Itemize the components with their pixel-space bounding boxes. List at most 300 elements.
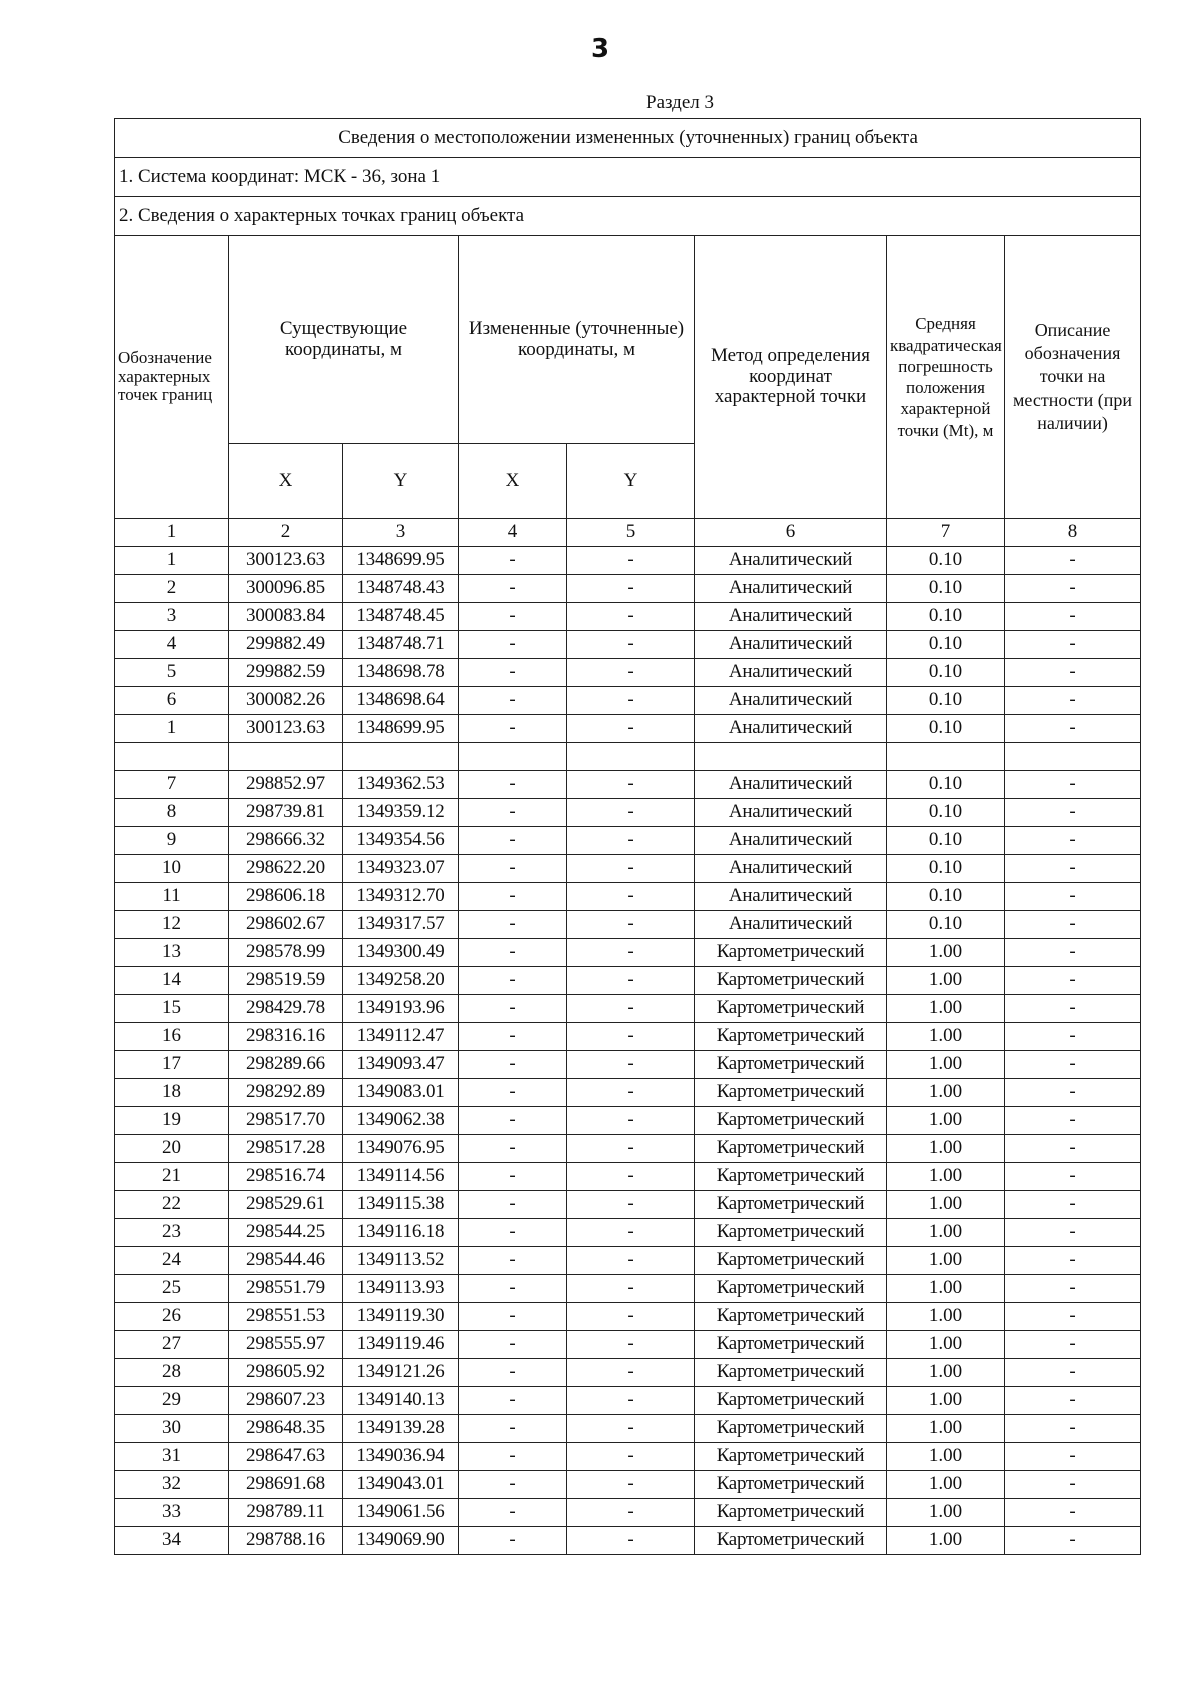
table-row <box>115 1079 1141 1107</box>
cell-existing-y: 1349115.38 <box>343 1191 459 1219</box>
cell-method: Картометрический <box>695 1359 887 1387</box>
cell-method: Аналитический <box>695 603 887 631</box>
table-row <box>115 1275 1141 1303</box>
header-method: Метод определения координат характерной точки <box>695 236 887 519</box>
cell-existing-x: 298606.18 <box>229 883 343 911</box>
column-number: 2 <box>229 519 343 547</box>
cell-existing-y: 1348748.71 <box>343 631 459 659</box>
page-number: 3 <box>590 34 610 64</box>
table-row <box>115 1107 1141 1135</box>
table-row <box>115 715 1141 743</box>
table-row <box>115 827 1141 855</box>
cell-method: Картометрический <box>695 1303 887 1331</box>
header-error: Средняя квадратическая погрешность положения характерной точки (Mt), м <box>887 236 1005 519</box>
cell-changed-x: - <box>459 1107 567 1135</box>
cell-existing-y: 1349119.30 <box>343 1303 459 1331</box>
cell-method: Картометрический <box>695 1107 887 1135</box>
cell-existing-y <box>343 743 459 771</box>
cell-method: Аналитический <box>695 855 887 883</box>
cell-mean-error: 0.10 <box>887 687 1005 715</box>
cell-description: - <box>1005 1303 1141 1331</box>
cell-description: - <box>1005 1163 1141 1191</box>
cell-mean-error: 0.10 <box>887 827 1005 855</box>
cell-changed-y: - <box>567 855 695 883</box>
cell-changed-x: - <box>459 1387 567 1415</box>
cell-method: Картометрический <box>695 1247 887 1275</box>
cell-point-id: 4 <box>115 631 229 659</box>
cell-changed-x: - <box>459 1079 567 1107</box>
header-existing-coordinates: Существующие координаты, м <box>229 236 459 444</box>
cell-description: - <box>1005 1247 1141 1275</box>
cell-mean-error: 1.00 <box>887 1023 1005 1051</box>
table-row <box>115 659 1141 687</box>
cell-mean-error: 1.00 <box>887 1443 1005 1471</box>
cell-description: - <box>1005 995 1141 1023</box>
points-heading: 2. Сведения о характерных точках границ объекта <box>115 197 1141 236</box>
cell-mean-error: 1.00 <box>887 1471 1005 1499</box>
cell-changed-y: - <box>567 1331 695 1359</box>
cell-method: Картометрический <box>695 1471 887 1499</box>
table-row <box>115 939 1141 967</box>
header-changed-y: Y <box>567 444 695 519</box>
cell-existing-y: 1348699.95 <box>343 715 459 743</box>
cell-changed-y: - <box>567 659 695 687</box>
cell-changed-x: - <box>459 1471 567 1499</box>
cell-changed-y: - <box>567 1023 695 1051</box>
table-row <box>115 799 1141 827</box>
table-row <box>115 1219 1141 1247</box>
cell-existing-y: 1349139.28 <box>343 1415 459 1443</box>
table-row <box>115 1527 1141 1555</box>
cell-existing-x: 298292.89 <box>229 1079 343 1107</box>
cell-mean-error: 1.00 <box>887 1527 1005 1555</box>
cell-changed-x: - <box>459 911 567 939</box>
cell-method: Картометрический <box>695 1331 887 1359</box>
cell-existing-x: 300082.26 <box>229 687 343 715</box>
cell-existing-y: 1348699.95 <box>343 547 459 575</box>
cell-changed-y: - <box>567 911 695 939</box>
cell-method: Картометрический <box>695 995 887 1023</box>
table-row <box>115 575 1141 603</box>
cell-mean-error: 0.10 <box>887 715 1005 743</box>
table-row <box>115 687 1141 715</box>
cell-point-id: 5 <box>115 659 229 687</box>
cell-existing-y: 1349112.47 <box>343 1023 459 1051</box>
cell-mean-error: 1.00 <box>887 1219 1005 1247</box>
cell-changed-y: - <box>567 1079 695 1107</box>
cell-changed-x: - <box>459 1051 567 1079</box>
cell-method: Картометрический <box>695 1219 887 1247</box>
table-row <box>115 1415 1141 1443</box>
cell-existing-y: 1348698.64 <box>343 687 459 715</box>
table-title: Сведения о местоположении измененных (уточненных) границ объекта <box>115 119 1141 158</box>
cell-point-id: 18 <box>115 1079 229 1107</box>
table-row <box>115 1023 1141 1051</box>
cell-method: Аналитический <box>695 575 887 603</box>
cell-description: - <box>1005 1079 1141 1107</box>
coordinate-system: 1. Система координат: МСК - 36, зона 1 <box>115 158 1141 197</box>
cell-mean-error: 1.00 <box>887 995 1005 1023</box>
cell-changed-x: - <box>459 631 567 659</box>
cell-point-id: 29 <box>115 1387 229 1415</box>
cell-point-id: 9 <box>115 827 229 855</box>
cell-method: Картометрический <box>695 967 887 995</box>
column-number: 1 <box>115 519 229 547</box>
table-row <box>115 547 1141 575</box>
cell-existing-x: 300083.84 <box>229 603 343 631</box>
cell-existing-y: 1349061.56 <box>343 1499 459 1527</box>
cell-point-id: 34 <box>115 1527 229 1555</box>
cell-description <box>1005 743 1141 771</box>
cell-point-id: 22 <box>115 1191 229 1219</box>
cell-point-id: 12 <box>115 911 229 939</box>
cell-mean-error: 0.10 <box>887 911 1005 939</box>
coordinates-table <box>114 118 1141 1555</box>
cell-description: - <box>1005 631 1141 659</box>
cell-method: Картометрический <box>695 1023 887 1051</box>
cell-changed-x: - <box>459 771 567 799</box>
cell-changed-x: - <box>459 799 567 827</box>
cell-description: - <box>1005 1499 1141 1527</box>
cell-description: - <box>1005 967 1141 995</box>
cell-existing-x: 299882.49 <box>229 631 343 659</box>
table-body <box>115 547 1141 1555</box>
table-row <box>115 631 1141 659</box>
cell-existing-x: 298551.79 <box>229 1275 343 1303</box>
cell-changed-y: - <box>567 1051 695 1079</box>
cell-changed-y: - <box>567 603 695 631</box>
cell-existing-x: 298666.32 <box>229 827 343 855</box>
cell-point-id: 21 <box>115 1163 229 1191</box>
cell-existing-y: 1349036.94 <box>343 1443 459 1471</box>
cell-mean-error: 0.10 <box>887 547 1005 575</box>
cell-description: - <box>1005 855 1141 883</box>
cell-mean-error: 1.00 <box>887 1303 1005 1331</box>
table-row <box>115 1191 1141 1219</box>
cell-existing-x: 298691.68 <box>229 1471 343 1499</box>
cell-mean-error: 1.00 <box>887 1191 1005 1219</box>
cell-changed-y: - <box>567 1471 695 1499</box>
cell-existing-x: 298739.81 <box>229 799 343 827</box>
cell-mean-error: 1.00 <box>887 1387 1005 1415</box>
table-row <box>115 995 1141 1023</box>
cell-changed-y: - <box>567 631 695 659</box>
cell-existing-x: 298517.28 <box>229 1135 343 1163</box>
cell-changed-x: - <box>459 939 567 967</box>
cell-changed-x: - <box>459 1499 567 1527</box>
cell-point-id: 3 <box>115 603 229 631</box>
cell-changed-y: - <box>567 967 695 995</box>
cell-existing-x: 298555.97 <box>229 1331 343 1359</box>
cell-point-id: 15 <box>115 995 229 1023</box>
cell-description: - <box>1005 1387 1141 1415</box>
cell-point-id: 32 <box>115 1471 229 1499</box>
table-row <box>115 1135 1141 1163</box>
table-row <box>115 1359 1141 1387</box>
cell-description: - <box>1005 687 1141 715</box>
column-number: 5 <box>567 519 695 547</box>
cell-method: Картометрический <box>695 1191 887 1219</box>
cell-existing-y: 1349116.18 <box>343 1219 459 1247</box>
cell-description: - <box>1005 911 1141 939</box>
cell-existing-x: 298578.99 <box>229 939 343 967</box>
cell-mean-error: 1.00 <box>887 1163 1005 1191</box>
cell-changed-x: - <box>459 659 567 687</box>
cell-changed-x: - <box>459 1415 567 1443</box>
cell-description: - <box>1005 883 1141 911</box>
cell-mean-error: 1.00 <box>887 1051 1005 1079</box>
cell-description: - <box>1005 1135 1141 1163</box>
cell-existing-x: 298788.16 <box>229 1527 343 1555</box>
cell-changed-x: - <box>459 1247 567 1275</box>
cell-point-id: 6 <box>115 687 229 715</box>
cell-changed-x: - <box>459 1359 567 1387</box>
table-row <box>115 911 1141 939</box>
cell-existing-y: 1349362.53 <box>343 771 459 799</box>
header-changed-x: X <box>459 444 567 519</box>
cell-existing-y: 1348748.45 <box>343 603 459 631</box>
cell-changed-y: - <box>567 687 695 715</box>
cell-point-id: 33 <box>115 1499 229 1527</box>
cell-changed-y: - <box>567 799 695 827</box>
cell-method: Аналитический <box>695 547 887 575</box>
cell-point-id: 13 <box>115 939 229 967</box>
cell-existing-y: 1349119.46 <box>343 1331 459 1359</box>
cell-description: - <box>1005 1051 1141 1079</box>
table-row <box>115 1499 1141 1527</box>
cell-mean-error: 0.10 <box>887 883 1005 911</box>
cell-point-id: 14 <box>115 967 229 995</box>
cell-description: - <box>1005 603 1141 631</box>
cell-existing-y: 1349062.38 <box>343 1107 459 1135</box>
cell-description: - <box>1005 575 1141 603</box>
cell-method: Аналитический <box>695 827 887 855</box>
cell-point-id: 20 <box>115 1135 229 1163</box>
cell-method: Картометрический <box>695 1051 887 1079</box>
cell-changed-y: - <box>567 1135 695 1163</box>
cell-changed-y: - <box>567 1275 695 1303</box>
cell-mean-error <box>887 743 1005 771</box>
cell-method: Аналитический <box>695 631 887 659</box>
cell-existing-x: 298602.67 <box>229 911 343 939</box>
cell-point-id: 26 <box>115 1303 229 1331</box>
cell-description: - <box>1005 659 1141 687</box>
cell-existing-y: 1349083.01 <box>343 1079 459 1107</box>
cell-existing-y: 1349121.26 <box>343 1359 459 1387</box>
cell-method <box>695 743 887 771</box>
cell-method: Картометрический <box>695 1079 887 1107</box>
cell-changed-x: - <box>459 715 567 743</box>
cell-existing-x: 300123.63 <box>229 715 343 743</box>
cell-existing-x: 298607.23 <box>229 1387 343 1415</box>
cell-point-id: 23 <box>115 1219 229 1247</box>
column-number: 7 <box>887 519 1005 547</box>
cell-existing-x: 298544.46 <box>229 1247 343 1275</box>
cell-method: Картометрический <box>695 939 887 967</box>
table-row <box>115 883 1141 911</box>
cell-point-id: 31 <box>115 1443 229 1471</box>
cell-existing-x: 298517.70 <box>229 1107 343 1135</box>
cell-changed-x: - <box>459 1191 567 1219</box>
cell-point-id: 25 <box>115 1275 229 1303</box>
table-row <box>115 1303 1141 1331</box>
cell-mean-error: 0.10 <box>887 631 1005 659</box>
column-number: 4 <box>459 519 567 547</box>
cell-changed-x: - <box>459 1023 567 1051</box>
cell-changed-y: - <box>567 1527 695 1555</box>
cell-point-id: 19 <box>115 1107 229 1135</box>
cell-existing-x: 298789.11 <box>229 1499 343 1527</box>
cell-mean-error: 1.00 <box>887 1079 1005 1107</box>
cell-changed-x: - <box>459 1219 567 1247</box>
cell-existing-y: 1348748.43 <box>343 575 459 603</box>
cell-point-id <box>115 743 229 771</box>
cell-existing-y: 1349258.20 <box>343 967 459 995</box>
cell-method: Аналитический <box>695 911 887 939</box>
cell-changed-y: - <box>567 575 695 603</box>
cell-description: - <box>1005 1443 1141 1471</box>
header-existing-x: X <box>229 444 343 519</box>
cell-changed-x: - <box>459 1163 567 1191</box>
cell-changed-x: - <box>459 547 567 575</box>
cell-changed-y: - <box>567 1107 695 1135</box>
cell-existing-y: 1349359.12 <box>343 799 459 827</box>
cell-method: Картометрический <box>695 1275 887 1303</box>
cell-existing-x: 300123.63 <box>229 547 343 575</box>
cell-method: Аналитический <box>695 687 887 715</box>
cell-changed-y: - <box>567 1499 695 1527</box>
cell-existing-x: 298516.74 <box>229 1163 343 1191</box>
column-number: 3 <box>343 519 459 547</box>
cell-existing-x: 298289.66 <box>229 1051 343 1079</box>
cell-mean-error: 0.10 <box>887 799 1005 827</box>
cell-changed-y: - <box>567 1247 695 1275</box>
cell-method: Аналитический <box>695 659 887 687</box>
cell-description: - <box>1005 827 1141 855</box>
section-title: Раздел 3 <box>646 92 714 113</box>
cell-point-id: 1 <box>115 547 229 575</box>
cell-existing-x: 298544.25 <box>229 1219 343 1247</box>
header-point-designation: Обозначение характерных точек границ <box>115 236 229 519</box>
cell-point-id: 24 <box>115 1247 229 1275</box>
cell-changed-x <box>459 743 567 771</box>
cell-point-id: 1 <box>115 715 229 743</box>
cell-existing-y: 1349114.56 <box>343 1163 459 1191</box>
cell-method: Аналитический <box>695 771 887 799</box>
cell-existing-y: 1349093.47 <box>343 1051 459 1079</box>
column-number: 6 <box>695 519 887 547</box>
cell-changed-x: - <box>459 967 567 995</box>
cell-changed-y: - <box>567 1387 695 1415</box>
cell-changed-x: - <box>459 1331 567 1359</box>
cell-description: - <box>1005 1527 1141 1555</box>
cell-existing-x: 299882.59 <box>229 659 343 687</box>
blank-row <box>115 743 1141 771</box>
cell-point-id: 2 <box>115 575 229 603</box>
cell-description: - <box>1005 1219 1141 1247</box>
cell-existing-x: 298429.78 <box>229 995 343 1023</box>
cell-point-id: 8 <box>115 799 229 827</box>
table-row <box>115 1387 1141 1415</box>
cell-changed-x: - <box>459 1527 567 1555</box>
table-row <box>115 771 1141 799</box>
cell-method: Картометрический <box>695 1387 887 1415</box>
cell-changed-x: - <box>459 1135 567 1163</box>
cell-existing-y: 1349140.13 <box>343 1387 459 1415</box>
cell-existing-x: 300096.85 <box>229 575 343 603</box>
cell-changed-y: - <box>567 1191 695 1219</box>
cell-method: Аналитический <box>695 799 887 827</box>
cell-existing-y: 1349193.96 <box>343 995 459 1023</box>
cell-changed-y: - <box>567 939 695 967</box>
cell-mean-error: 1.00 <box>887 967 1005 995</box>
cell-changed-y: - <box>567 1415 695 1443</box>
cell-changed-y: - <box>567 995 695 1023</box>
cell-point-id: 27 <box>115 1331 229 1359</box>
cell-existing-x: 298529.61 <box>229 1191 343 1219</box>
cell-method: Аналитический <box>695 715 887 743</box>
table-row <box>115 1331 1141 1359</box>
cell-point-id: 28 <box>115 1359 229 1387</box>
cell-changed-x: - <box>459 687 567 715</box>
cell-existing-x: 298519.59 <box>229 967 343 995</box>
cell-method: Картометрический <box>695 1135 887 1163</box>
cell-method: Картометрический <box>695 1163 887 1191</box>
cell-existing-y: 1349069.90 <box>343 1527 459 1555</box>
cell-existing-x <box>229 743 343 771</box>
cell-changed-y: - <box>567 547 695 575</box>
cell-description: - <box>1005 1023 1141 1051</box>
column-numbers-row <box>115 519 1141 547</box>
cell-existing-y: 1349312.70 <box>343 883 459 911</box>
cell-description: - <box>1005 771 1141 799</box>
table-row <box>115 1471 1141 1499</box>
cell-existing-y: 1349354.56 <box>343 827 459 855</box>
cell-changed-y: - <box>567 1443 695 1471</box>
cell-method: Картометрический <box>695 1527 887 1555</box>
cell-changed-y <box>567 743 695 771</box>
cell-point-id: 30 <box>115 1415 229 1443</box>
cell-changed-y: - <box>567 1163 695 1191</box>
table-row <box>115 1051 1141 1079</box>
cell-existing-y: 1349300.49 <box>343 939 459 967</box>
cell-description: - <box>1005 547 1141 575</box>
table-row <box>115 1247 1141 1275</box>
cell-existing-x: 298852.97 <box>229 771 343 799</box>
cell-changed-x: - <box>459 603 567 631</box>
cell-changed-x: - <box>459 883 567 911</box>
cell-changed-x: - <box>459 827 567 855</box>
header-existing-y: Y <box>343 444 459 519</box>
cell-method: Картометрический <box>695 1415 887 1443</box>
cell-existing-y: 1349076.95 <box>343 1135 459 1163</box>
cell-changed-x: - <box>459 575 567 603</box>
cell-existing-x: 298622.20 <box>229 855 343 883</box>
cell-point-id: 16 <box>115 1023 229 1051</box>
cell-changed-x: - <box>459 1303 567 1331</box>
cell-existing-y: 1349043.01 <box>343 1471 459 1499</box>
table-row <box>115 855 1141 883</box>
cell-point-id: 17 <box>115 1051 229 1079</box>
cell-existing-x: 298551.53 <box>229 1303 343 1331</box>
cell-changed-y: - <box>567 1219 695 1247</box>
cell-point-id: 11 <box>115 883 229 911</box>
cell-mean-error: 1.00 <box>887 1247 1005 1275</box>
cell-existing-x: 298605.92 <box>229 1359 343 1387</box>
cell-mean-error: 1.00 <box>887 1331 1005 1359</box>
cell-description: - <box>1005 939 1141 967</box>
cell-description: - <box>1005 1415 1141 1443</box>
